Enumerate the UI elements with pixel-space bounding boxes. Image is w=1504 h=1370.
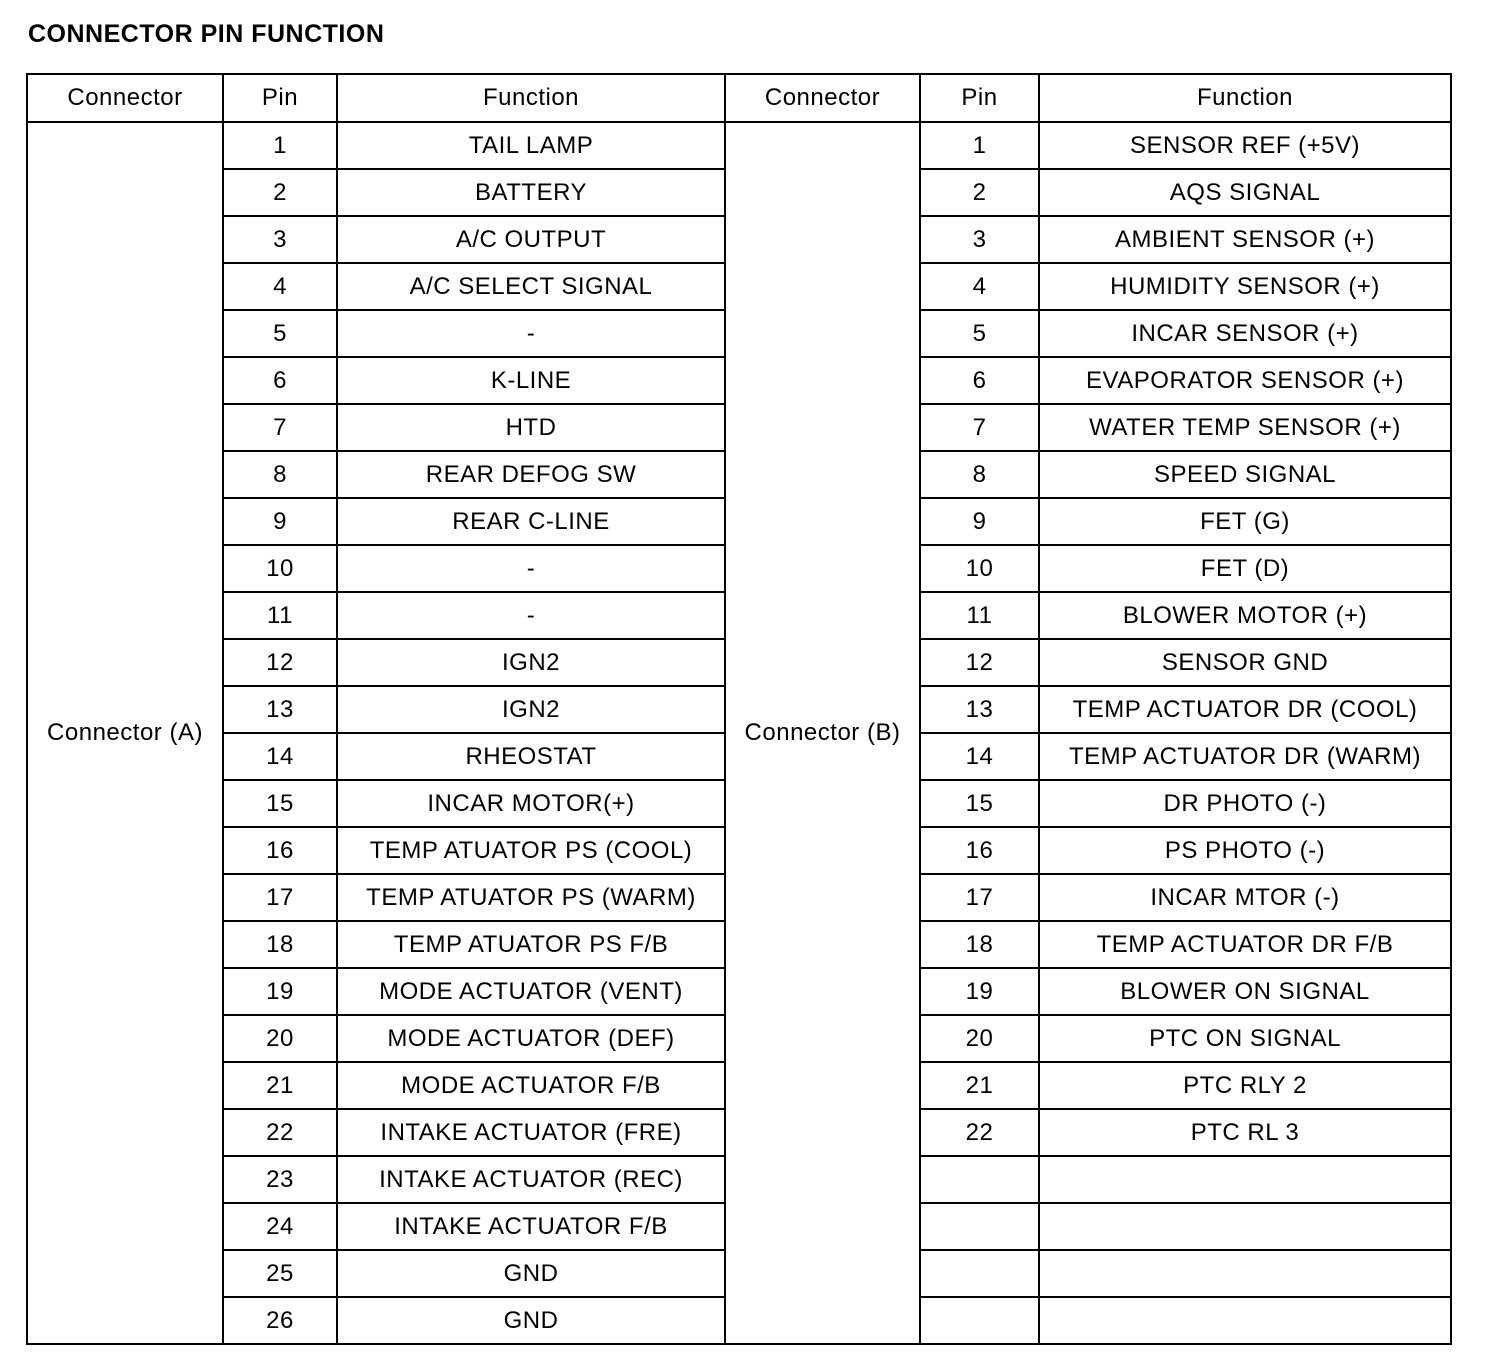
header-pin-a: Pin bbox=[223, 74, 337, 122]
connector-a-function: A/C OUTPUT bbox=[337, 216, 725, 263]
connector-b-function: PTC ON SIGNAL bbox=[1039, 1015, 1451, 1062]
connector-b-pin: 19 bbox=[920, 968, 1039, 1015]
connector-a-pin: 26 bbox=[223, 1297, 337, 1344]
connector-a-pin: 17 bbox=[223, 874, 337, 921]
connector-b-function: FET (D) bbox=[1039, 545, 1451, 592]
connector-a-pin: 18 bbox=[223, 921, 337, 968]
connector-b-pin: 16 bbox=[920, 827, 1039, 874]
connector-b-function: INCAR MTOR (-) bbox=[1039, 874, 1451, 921]
connector-a-function: RHEOSTAT bbox=[337, 733, 725, 780]
connector-b-function: TEMP ACTUATOR DR (COOL) bbox=[1039, 686, 1451, 733]
connector-a-pin: 14 bbox=[223, 733, 337, 780]
connector-b-function bbox=[1039, 1297, 1451, 1344]
connector-b-pin: 9 bbox=[920, 498, 1039, 545]
connector-b-function: DR PHOTO (-) bbox=[1039, 780, 1451, 827]
connector-b-pin bbox=[920, 1203, 1039, 1250]
connector-a-function: - bbox=[337, 592, 725, 639]
connector-a-pin: 3 bbox=[223, 216, 337, 263]
connector-b-pin: 8 bbox=[920, 451, 1039, 498]
connector-b-function: WATER TEMP SENSOR (+) bbox=[1039, 404, 1451, 451]
connector-pin-table bbox=[26, 73, 1452, 1345]
connector-b-function: TEMP ACTUATOR DR (WARM) bbox=[1039, 733, 1451, 780]
connector-b-pin bbox=[920, 1156, 1039, 1203]
connector-a-function: MODE ACTUATOR F/B bbox=[337, 1062, 725, 1109]
connector-a-pin: 22 bbox=[223, 1109, 337, 1156]
connector-a-pin: 8 bbox=[223, 451, 337, 498]
connector-b-function: BLOWER ON SIGNAL bbox=[1039, 968, 1451, 1015]
connector-a-function: - bbox=[337, 310, 725, 357]
connector-b-function: SPEED SIGNAL bbox=[1039, 451, 1451, 498]
connector-b-function: INCAR SENSOR (+) bbox=[1039, 310, 1451, 357]
connector-a-function: REAR DEFOG SW bbox=[337, 451, 725, 498]
connector-a-function: GND bbox=[337, 1250, 725, 1297]
connector-a-function: INTAKE ACTUATOR (FRE) bbox=[337, 1109, 725, 1156]
connector-b-pin: 7 bbox=[920, 404, 1039, 451]
connector-a-function: IGN2 bbox=[337, 686, 725, 733]
connector-b-pin: 4 bbox=[920, 263, 1039, 310]
connector-b-function: PTC RL 3 bbox=[1039, 1109, 1451, 1156]
connector-b-pin: 15 bbox=[920, 780, 1039, 827]
connector-a-function: TEMP ATUATOR PS (WARM) bbox=[337, 874, 725, 921]
header-function-a: Function bbox=[337, 74, 725, 122]
connector-b-label: Connector (B) bbox=[725, 122, 920, 1344]
connector-b-pin: 20 bbox=[920, 1015, 1039, 1062]
header-connector-a: Connector bbox=[27, 74, 223, 122]
connector-b-pin bbox=[920, 1250, 1039, 1297]
connector-a-function: A/C SELECT SIGNAL bbox=[337, 263, 725, 310]
connector-b-function: FET (G) bbox=[1039, 498, 1451, 545]
connector-b-function: SENSOR GND bbox=[1039, 639, 1451, 686]
connector-a-pin: 9 bbox=[223, 498, 337, 545]
connector-b-pin: 14 bbox=[920, 733, 1039, 780]
connector-a-function: MODE ACTUATOR (VENT) bbox=[337, 968, 725, 1015]
connector-b-pin: 10 bbox=[920, 545, 1039, 592]
header-connector-b: Connector bbox=[725, 74, 920, 122]
connector-b-pin: 2 bbox=[920, 169, 1039, 216]
connector-a-function: TEMP ATUATOR PS (COOL) bbox=[337, 827, 725, 874]
connector-a-function: INTAKE ACTUATOR (REC) bbox=[337, 1156, 725, 1203]
connector-b-function: AMBIENT SENSOR (+) bbox=[1039, 216, 1451, 263]
connector-a-function: IGN2 bbox=[337, 639, 725, 686]
connector-a-pin: 23 bbox=[223, 1156, 337, 1203]
connector-b-function: TEMP ACTUATOR DR F/B bbox=[1039, 921, 1451, 968]
connector-a-pin: 11 bbox=[223, 592, 337, 639]
connector-a-pin: 2 bbox=[223, 169, 337, 216]
connector-a-pin: 6 bbox=[223, 357, 337, 404]
pin-rows bbox=[27, 122, 1451, 1344]
header-function-b: Function bbox=[1039, 74, 1451, 122]
connector-a-function: INTAKE ACTUATOR F/B bbox=[337, 1203, 725, 1250]
connector-b-pin: 5 bbox=[920, 310, 1039, 357]
connector-b-function: PTC RLY 2 bbox=[1039, 1062, 1451, 1109]
connector-a-pin: 16 bbox=[223, 827, 337, 874]
connector-b-pin bbox=[920, 1297, 1039, 1344]
connector-a-function: BATTERY bbox=[337, 169, 725, 216]
connector-a-pin: 10 bbox=[223, 545, 337, 592]
connector-b-pin: 12 bbox=[920, 639, 1039, 686]
connector-a-function: INCAR MOTOR(+) bbox=[337, 780, 725, 827]
connector-a-function: TAIL LAMP bbox=[337, 122, 725, 169]
connector-a-pin: 20 bbox=[223, 1015, 337, 1062]
connector-a-function: GND bbox=[337, 1297, 725, 1344]
connector-b-pin: 21 bbox=[920, 1062, 1039, 1109]
connector-a-pin: 7 bbox=[223, 404, 337, 451]
connector-a-pin: 24 bbox=[223, 1203, 337, 1250]
header-row bbox=[27, 74, 1451, 122]
table-row bbox=[27, 122, 1451, 169]
connector-a-pin: 13 bbox=[223, 686, 337, 733]
connector-a-label: Connector (A) bbox=[27, 122, 223, 1344]
connector-a-pin: 1 bbox=[223, 122, 337, 169]
connector-a-pin: 15 bbox=[223, 780, 337, 827]
connector-a-pin: 25 bbox=[223, 1250, 337, 1297]
connector-a-pin: 4 bbox=[223, 263, 337, 310]
connector-b-function bbox=[1039, 1203, 1451, 1250]
page-title: CONNECTOR PIN FUNCTION bbox=[28, 20, 385, 48]
connector-a-function: MODE ACTUATOR (DEF) bbox=[337, 1015, 725, 1062]
connector-b-function bbox=[1039, 1250, 1451, 1297]
connector-a-function: K-LINE bbox=[337, 357, 725, 404]
connector-b-function: SENSOR REF (+5V) bbox=[1039, 122, 1451, 169]
connector-b-function: BLOWER MOTOR (+) bbox=[1039, 592, 1451, 639]
connector-b-pin: 3 bbox=[920, 216, 1039, 263]
connector-b-pin: 6 bbox=[920, 357, 1039, 404]
connector-b-pin: 22 bbox=[920, 1109, 1039, 1156]
connector-b-function: EVAPORATOR SENSOR (+) bbox=[1039, 357, 1451, 404]
connector-b-function bbox=[1039, 1156, 1451, 1203]
connector-a-function: - bbox=[337, 545, 725, 592]
connector-b-pin: 13 bbox=[920, 686, 1039, 733]
connector-a-pin: 19 bbox=[223, 968, 337, 1015]
connector-a-pin: 21 bbox=[223, 1062, 337, 1109]
connector-b-pin: 1 bbox=[920, 122, 1039, 169]
connector-a-function: REAR C-LINE bbox=[337, 498, 725, 545]
connector-b-function: AQS SIGNAL bbox=[1039, 169, 1451, 216]
connector-a-function: HTD bbox=[337, 404, 725, 451]
connector-b-pin: 11 bbox=[920, 592, 1039, 639]
connector-b-pin: 18 bbox=[920, 921, 1039, 968]
connector-b-function: PS PHOTO (-) bbox=[1039, 827, 1451, 874]
connector-b-pin: 17 bbox=[920, 874, 1039, 921]
connector-b-function: HUMIDITY SENSOR (+) bbox=[1039, 263, 1451, 310]
connector-a-function: TEMP ATUATOR PS F/B bbox=[337, 921, 725, 968]
connector-a-pin: 5 bbox=[223, 310, 337, 357]
header-pin-b: Pin bbox=[920, 74, 1039, 122]
connector-a-pin: 12 bbox=[223, 639, 337, 686]
